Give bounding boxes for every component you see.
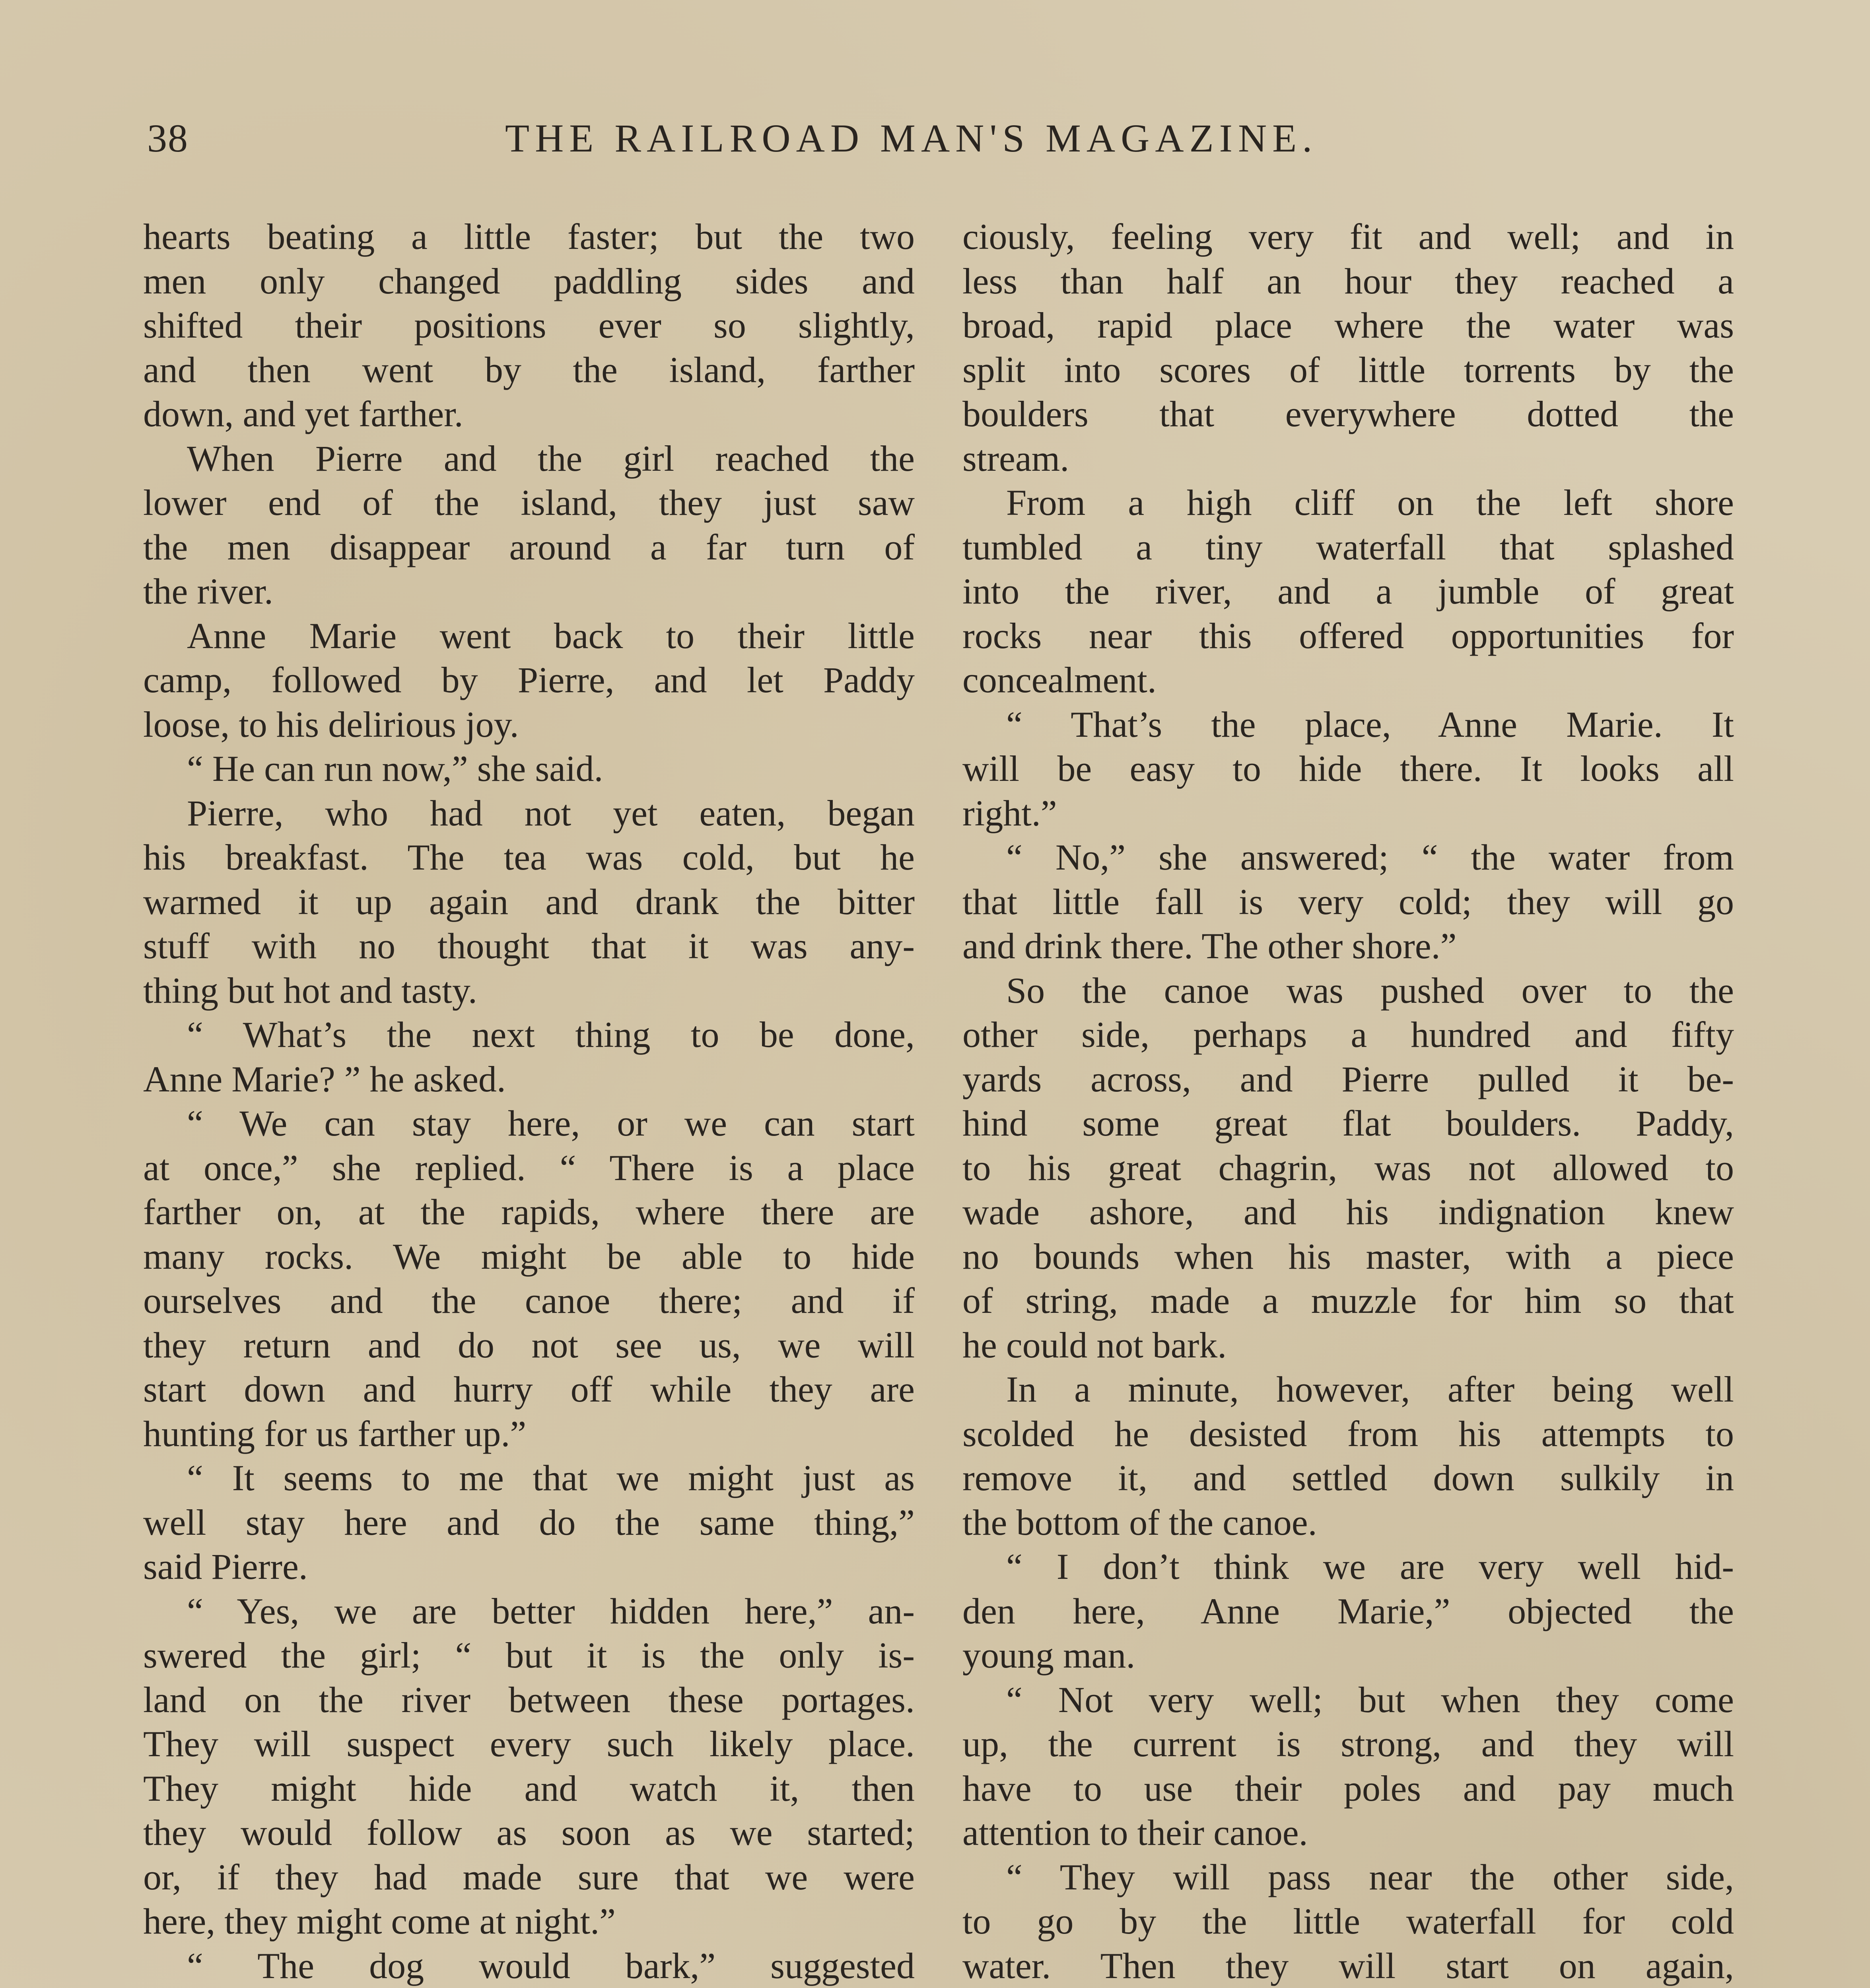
text-line: stream.: [962, 438, 1069, 479]
text-line: rocks near this offered opportunities for: [962, 615, 1734, 656]
text-line: broad, rapid place where the water was: [962, 305, 1734, 346]
text-line: wade ashore, and his indignation knew: [962, 1192, 1734, 1232]
text-line: lower end of the island, they just saw: [143, 482, 915, 523]
text-line: “ It seems to me that we might just as: [187, 1458, 915, 1498]
text-line: other side, perhaps a hundred and fifty: [962, 1014, 1734, 1055]
text-line: Anne Marie went back to their little: [187, 615, 915, 656]
text-line: “ Not very well; but when they come: [1006, 1679, 1734, 1720]
text-line: down, and yet farther.: [143, 394, 463, 434]
text-line: stuff with no thought that it was any-: [143, 926, 915, 966]
text-line: they return and do not see us, we will: [143, 1324, 915, 1365]
text-line: will be easy to hide there. It looks all: [962, 748, 1734, 789]
text-line: boulders that everywhere dotted the: [962, 394, 1734, 434]
text-line: right.”: [962, 792, 1057, 833]
right-column: [962, 215, 1734, 1988]
text-line: camp, followed by Pierre, and let Paddy: [143, 660, 915, 700]
text-line: no bounds when his master, with a piece: [962, 1236, 1734, 1277]
left-column: [143, 215, 915, 1988]
text-line: ciously, feeling very fit and well; and in: [962, 216, 1734, 257]
text-line: shifted their positions ever so slightly,: [143, 305, 915, 346]
text-line: When Pierre and the girl reached the: [187, 438, 915, 479]
text-line: “ They will pass near the other side,: [1006, 1856, 1734, 1897]
text-line: of string, made a muzzle for him so that: [962, 1280, 1734, 1321]
text-line: They will suspect every such likely place.: [143, 1724, 915, 1764]
text-line: ourselves and the canoe there; and if: [143, 1280, 915, 1321]
text-line: swered the girl; “ but it is the only is-: [143, 1635, 915, 1675]
text-line: split into scores of little torrents by the: [962, 349, 1734, 390]
text-line: “ What’s the next thing to be done,: [187, 1014, 915, 1055]
text-line: the bottom of the canoe.: [962, 1502, 1317, 1543]
text-line: men only changed paddling sides and: [143, 260, 915, 301]
text-line: scolded he desisted from his attempts to: [962, 1413, 1734, 1454]
text-line: attention to their canoe.: [962, 1812, 1308, 1853]
text-line: den here, Anne Marie,” objected the: [962, 1590, 1734, 1631]
text-line: less than half an hour they reached a: [962, 260, 1734, 301]
running-title: THE RAILROAD MAN'S MAGAZINE.: [505, 116, 1318, 160]
text-line: “ I don’t think we are very well hid-: [1006, 1546, 1734, 1587]
text-line: or, if they had made sure that we were: [143, 1856, 915, 1897]
text-line: Pierre, who had not yet eaten, began: [187, 792, 915, 833]
text-line: have to use their poles and pay much: [962, 1768, 1734, 1809]
text-line: up, the current is strong, and they will: [962, 1724, 1734, 1764]
text-line: water. Then they will start on again,: [962, 1945, 1734, 1986]
text-line: hearts beating a little faster; but the two: [143, 216, 915, 257]
page-number: 38: [147, 116, 189, 160]
text-line: remove it, and settled down sulkily in: [962, 1458, 1734, 1498]
text-line: that little fall is very cold; they will go: [962, 881, 1734, 922]
text-line: warmed it up again and drank the bitter: [143, 881, 915, 922]
text-line: hind some great flat boulders. Paddy,: [962, 1103, 1734, 1143]
text-line: said Pierre.: [143, 1546, 308, 1587]
text-line: the river.: [143, 571, 273, 612]
text-line: land on the river between these portages.: [143, 1679, 915, 1720]
text-line: many rocks. We might be able to hide: [143, 1236, 915, 1277]
text-line: to go by the little waterfall for cold: [962, 1901, 1734, 1941]
text-line: young man.: [962, 1635, 1135, 1675]
text-line: From a high cliff on the left shore: [1006, 482, 1734, 523]
text-line: “ He can run now,” she said.: [187, 748, 603, 789]
text-line: his breakfast. The tea was cold, but he: [143, 837, 915, 878]
text-line: “ The dog would bark,” suggested: [187, 1945, 915, 1986]
text-line: he could not bark.: [962, 1324, 1227, 1365]
text-line: well stay here and do the same thing,”: [143, 1502, 915, 1543]
text-line: yards across, and Pierre pulled it be-: [962, 1058, 1734, 1099]
text-line: “ Yes, we are better hidden here,” an-: [187, 1590, 915, 1631]
text-line: into the river, and a jumble of great: [962, 571, 1734, 612]
text-line: farther on, at the rapids, where there are: [143, 1192, 915, 1232]
text-line: In a minute, however, after being well: [1006, 1369, 1734, 1409]
text-line: start down and hurry off while they are: [143, 1369, 915, 1409]
text-line: tumbled a tiny waterfall that splashed: [962, 526, 1734, 567]
text-line: thing but hot and tasty.: [143, 970, 477, 1011]
text-line: So the canoe was pushed over to the: [1006, 970, 1734, 1011]
text-line: “ We can stay here, or we can start: [187, 1103, 915, 1143]
text-line: and then went by the island, farther: [143, 349, 915, 390]
text-line: the men disappear around a far turn of: [143, 526, 915, 567]
text-line: “ That’s the place, Anne Marie. It: [1006, 704, 1734, 745]
text-line: to his great chagrin, was not allowed to: [962, 1147, 1734, 1188]
text-line: They might hide and watch it, then: [143, 1768, 915, 1809]
text-line: concealment.: [962, 660, 1157, 700]
text-line: Anne Marie? ” he asked.: [143, 1058, 506, 1099]
text-line: loose, to his delirious joy.: [143, 704, 519, 745]
text-line: and drink there. The other shore.”: [962, 926, 1457, 966]
text-line: hunting for us farther up.”: [143, 1413, 527, 1454]
text-line: here, they might come at night.”: [143, 1901, 616, 1941]
page-header: [147, 115, 1722, 179]
text-line: at once,” she replied. “ There is a place: [143, 1147, 915, 1188]
text-line: they would follow as soon as we started;: [143, 1812, 915, 1853]
text-line: “ No,” she answered; “ the water from: [1006, 837, 1734, 878]
